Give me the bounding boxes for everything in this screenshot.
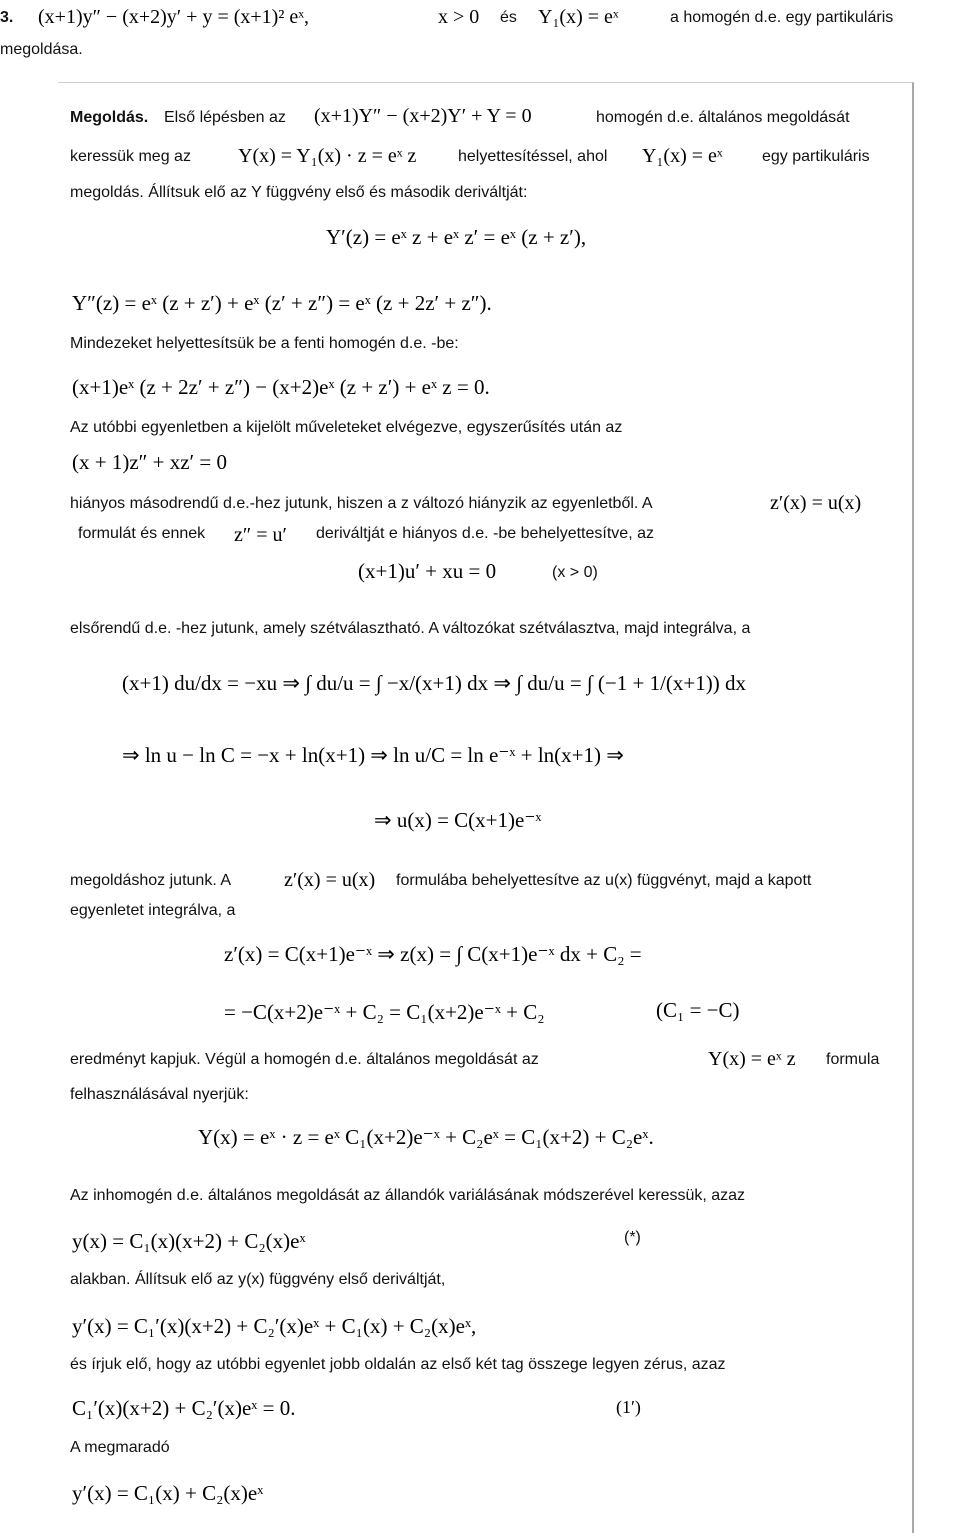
paragraph-text: formulát és ennek [78,525,206,542]
paragraph-text: alakban. Állítsuk elő az y(x) függvény első deriváltját, [70,1271,446,1288]
first-derivative-equation: Y′(z) = eˣ z + eˣ z′ = eˣ (z + z′), [326,225,587,249]
z-second-definition: z″ = u′ [234,524,287,546]
integration-result: ⇒ u(x) = C(x+1)e⁻ˣ [374,808,542,832]
equation-tag: (*) [624,1229,641,1246]
paragraph-text: homogén d.e. általános megoldását [596,109,850,126]
condition: x > 0 [438,6,480,28]
paragraph-text: formulába behelyettesítve az u(x) függvényt, majd a kapott [396,872,812,889]
paragraph-text: Mindezeket helyettesítsük be a fenti homogén d.e. -be: [70,335,459,352]
substituted-equation: (x+1)eˣ (z + 2z′ + z″) − (x+2)eˣ (z + z′) + eˣ z = 0. [72,375,490,399]
paragraph-text: eredményt kapjuk. Végül a homogén d.e. általános megoldását az [70,1051,539,1068]
variation-ansatz: y(x) = C₁(x)(x+2) + C₂(x)eˣ [72,1229,306,1253]
ansatz-derivative: y′(x) = C₁′(x)(x+2) + C₂′(x)eˣ + C₁(x) + C₂(x)eˣ, [72,1314,477,1338]
solution-label: Megoldás. [70,109,149,126]
reduced-equation: (x + 1)z″ + xz′ = 0 [72,450,227,474]
variation-condition: C₁′(x)(x+2) + C₂′(x)eˣ = 0. [72,1396,296,1420]
paragraph-text: felhasználásával nyerjük: [70,1086,249,1103]
paragraph-text: keressük meg az [70,148,191,165]
paragraph-text: elsőrendű d.e. -hez jutunk, amely szétválasztható. A változókat szétválasztva, majd integrálva, a [70,620,751,637]
header-text-2: megoldása. [0,41,83,58]
integration-step-1: (x+1) du/dx = −xu ⇒ ∫ du/u = ∫ −x/(x+1) dx ⇒ ∫ du/u = ∫ (−1 + 1/(x+1)) dx [122,671,747,695]
paragraph-text: egy partikuláris [762,148,870,165]
domain-condition: (x > 0) [552,564,598,581]
second-derivative-equation: Y″(z) = eˣ (z + z′) + eˣ (z′ + z″) = eˣ (z + 2z′ + z″). [72,291,492,315]
paragraph-text: egyenletet integrálva, a [70,902,236,919]
header-text: a homogén d.e. egy partikuláris [670,9,894,26]
main-equation: (x+1)y″ − (x+2)y′ + y = (x+1)² eˣ, [38,6,309,28]
homogeneous-equation: (x+1)Y″ − (x+2)Y′ + Y = 0 [314,105,532,127]
z-prime-definition: z′(x) = u(x) [770,492,862,514]
first-order-equation: (x+1)u′ + xu = 0 [358,559,497,583]
particular-equation: Y₁(x) = eˣ [642,145,723,167]
paragraph-text: helyettesítéssel, ahol [458,148,608,165]
integration-step-2: ⇒ ln u − ln C = −x + ln(x+1) ⇒ ln u/C = ln e⁻ˣ + ln(x+1) ⇒ [122,743,624,767]
paragraph-text: Az utóbbi egyenletben a kijelölt műveleteket elvégezve, egyszerűsítés után az [70,419,623,436]
substitution-equation: Y(x) = Y₁(x) · z = eˣ z [238,145,417,167]
equation-tag: (1′) [616,1397,641,1417]
paragraph-text: és írjuk elő, hogy az utóbbi egyenlet jobb oldalán az első két tag összege legyen zérus, azaz [70,1356,726,1373]
z-integration: z′(x) = C(x+1)e⁻ˣ ⇒ z(x) = ∫ C(x+1)e⁻ˣ dx + C₂ = [224,942,642,966]
y-formula: Y(x) = eˣ z [708,1048,796,1070]
problem-number: 3. [0,9,14,26]
paragraph-text: megoldáshoz jutunk. A [70,872,231,889]
word-es: és [500,9,517,26]
paragraph-text: deriváltját e hiányos d.e. -be behelyettesítve, az [316,525,654,542]
constant-note: (C₁ = −C) [656,998,740,1022]
z-result: = −C(x+2)e⁻ˣ + C₂ = C₁(x+2)e⁻ˣ + C₂ [224,1000,545,1024]
paragraph-text: Első lépésben az [164,109,286,126]
remaining-derivative: y′(x) = C₁(x) + C₂(x)eˣ [72,1481,264,1505]
paragraph-text: hiányos másodrendű d.e.-hez jutunk, hiszen a z változó hiányzik az egyenletből. A [70,495,653,512]
particular-solution: Y₁(x) = eˣ [538,6,619,28]
homogeneous-general-solution: Y(x) = eˣ · z = eˣ C₁(x+2)e⁻ˣ + C₂eˣ = C₁(x+2) + C₂eˣ. [198,1125,654,1149]
paragraph-text: megoldás. Állítsuk elő az Y függvény első és második deriváltját: [70,184,528,201]
z-prime-definition-2: z′(x) = u(x) [284,869,376,891]
paragraph-text: formula [826,1051,880,1068]
paragraph-text: A megmaradó [70,1439,170,1456]
paragraph-text: Az inhomogén d.e. általános megoldását az állandók variálásának módszerével keressük, azaz [70,1187,746,1204]
